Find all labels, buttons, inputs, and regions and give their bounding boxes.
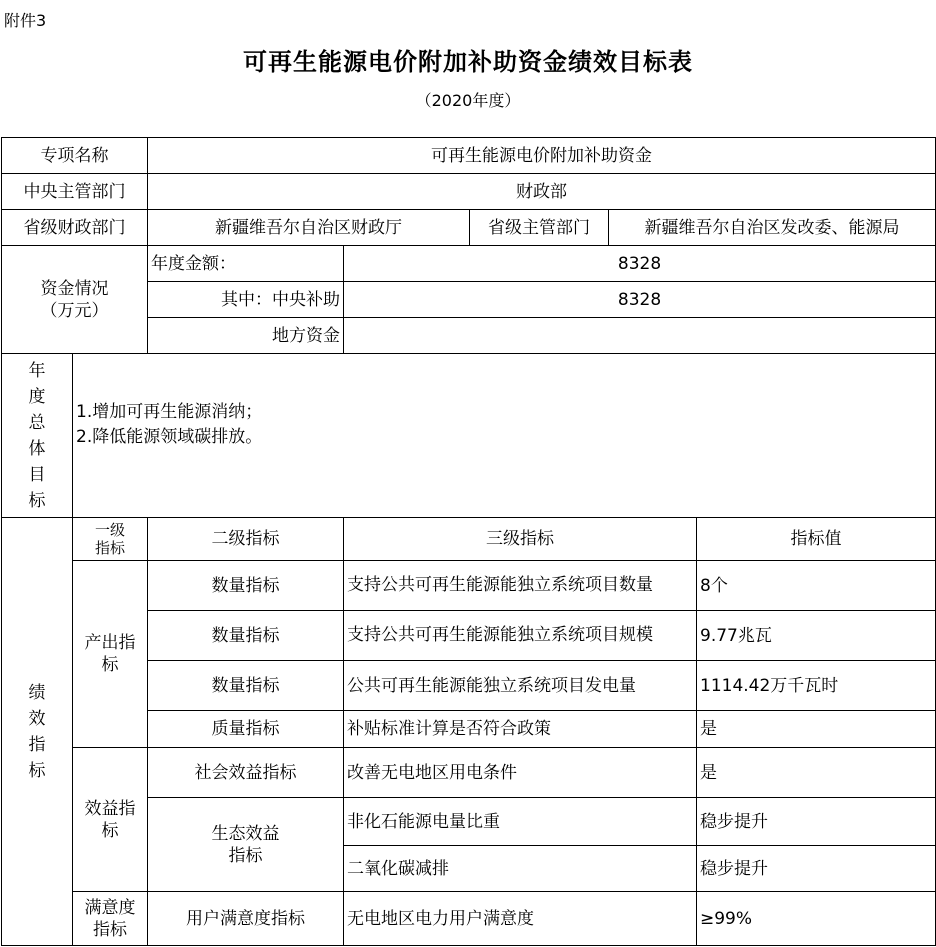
table-row — [2, 138, 936, 174]
level3-cell: 支持公共可再生能源能独立系统项目数量 — [344, 561, 697, 611]
value-cell: 稳步提升 — [697, 846, 936, 892]
level2-cell: 数量指标 — [148, 611, 344, 661]
table-row — [2, 246, 936, 282]
value-cell: 稳步提升 — [697, 798, 936, 846]
value-cell: 1114.42万千瓦时 — [697, 661, 936, 711]
annual-goals-content — [73, 354, 936, 518]
table-row — [2, 748, 936, 798]
benefit-indicator-label: 效益指 标 — [73, 748, 148, 892]
level3-cell: 改善无电地区用电条件 — [344, 748, 697, 798]
attachment-label: 附件3 — [4, 11, 47, 30]
value-cell: 8个 — [697, 561, 936, 611]
performance-target-table — [1, 137, 936, 946]
prov-finance-value: 新疆维吾尔自治区财政厅 — [148, 210, 470, 246]
funds-label-line1: 资金情况 — [40, 278, 109, 299]
table-row — [2, 354, 936, 518]
central-dept-label: 中央主管部门 — [2, 174, 148, 210]
year-label: （2020年度） — [415, 91, 521, 110]
table-row — [2, 210, 936, 246]
level2-cell: 数量指标 — [148, 561, 344, 611]
level3-cell: 二氧化碳减排 — [344, 846, 697, 892]
level3-cell: 公共可再生能源能独立系统项目发电量 — [344, 661, 697, 711]
level2-cell: 数量指标 — [148, 661, 344, 711]
project-name-label: 专项名称 — [2, 138, 148, 174]
value-cell: ≥99% — [697, 892, 936, 946]
table-row — [2, 174, 936, 210]
prov-dept-label: 省级主管部门 — [470, 210, 609, 246]
prov-finance-label: 省级财政部门 — [2, 210, 148, 246]
level2-cell: 社会效益指标 — [148, 748, 344, 798]
local-funds-label: 地方资金 — [148, 318, 344, 354]
annual-goals-label: 年 度 总 体 目 标 — [2, 354, 73, 518]
prov-dept-value: 新疆维吾尔自治区发改委、能源局 — [609, 210, 936, 246]
goal-item: 1.增加可再生能源消纳； — [76, 402, 263, 422]
level2-cell: 生态效益 指标 — [148, 798, 344, 892]
funds-label-line2: （万元） — [40, 300, 109, 321]
level3-cell: 补贴标准计算是否符合政策 — [344, 711, 697, 748]
header-level3: 三级指标 — [344, 518, 697, 561]
local-funds-value — [344, 318, 936, 354]
funds-label — [2, 246, 148, 354]
level2-cell: 质量指标 — [148, 711, 344, 748]
table-row — [2, 561, 936, 611]
value-cell: 是 — [697, 711, 936, 748]
central-subsidy-label: 其中：中央补助 — [148, 282, 344, 318]
level3-cell: 无电地区电力用户满意度 — [344, 892, 697, 946]
table-row — [2, 892, 936, 946]
central-dept-value: 财政部 — [148, 174, 936, 210]
satisfaction-indicator-label: 满意度 指标 — [73, 892, 148, 946]
annual-amount-label: 年度金额： — [148, 246, 344, 282]
level3-cell: 非化石能源电量比重 — [344, 798, 697, 846]
header-level1: 一级 指标 — [73, 518, 148, 561]
output-indicator-label: 产出指 标 — [73, 561, 148, 748]
header-value: 指标值 — [697, 518, 936, 561]
indicators-section-label: 绩 效 指 标 — [2, 518, 73, 946]
goal-item: 2.降低能源领域碳排放。 — [76, 427, 263, 447]
page-title: 可再生能源电价附加补助资金绩效目标表 — [243, 48, 693, 76]
project-name-value: 可再生能源电价附加补助资金 — [148, 138, 936, 174]
value-cell: 9.77兆瓦 — [697, 611, 936, 661]
level2-cell: 用户满意度指标 — [148, 892, 344, 946]
annual-amount-value: 8328 — [344, 246, 936, 282]
table-row — [2, 518, 936, 561]
central-subsidy-value: 8328 — [344, 282, 936, 318]
header-level2: 二级指标 — [148, 518, 344, 561]
value-cell: 是 — [697, 748, 936, 798]
level3-cell: 支持公共可再生能源能独立系统项目规模 — [344, 611, 697, 661]
